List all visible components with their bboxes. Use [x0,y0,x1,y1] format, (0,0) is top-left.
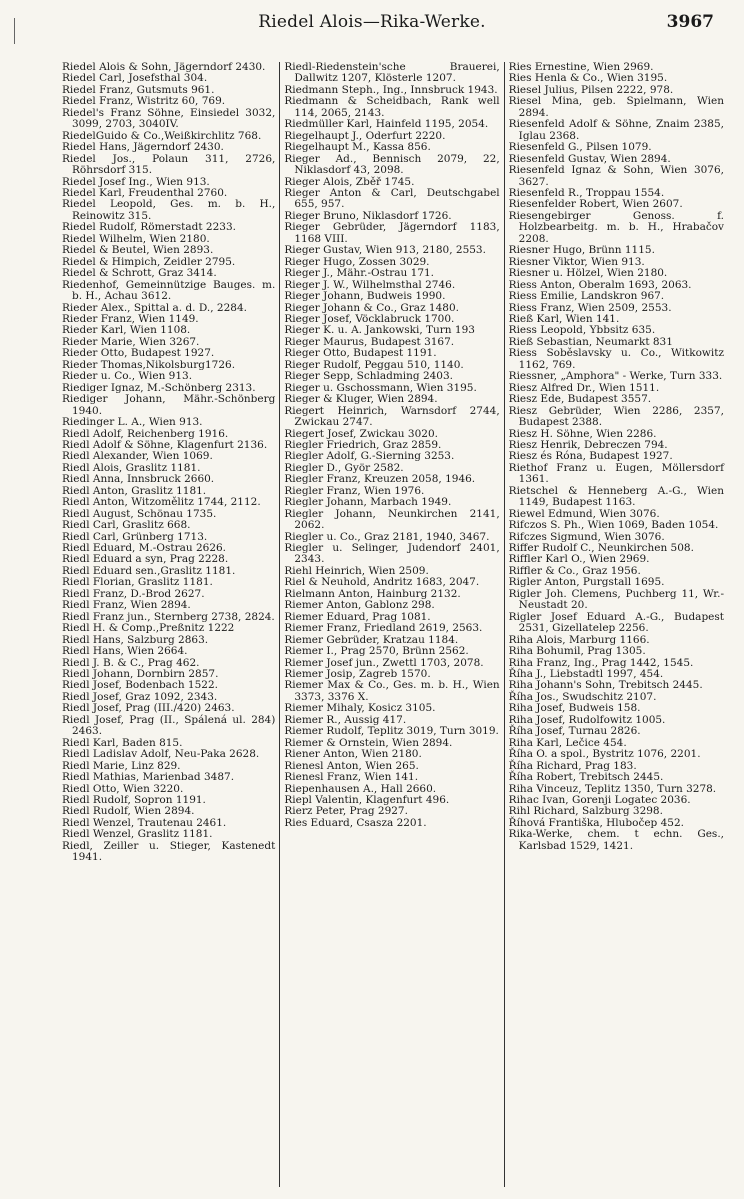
directory-entry: Riedel Hans, Jägerndorf 2430. [62,141,224,154]
directory-entry: Riedl Florian, Graslitz 1181. [62,576,213,589]
directory-entry: Riesenfeld R., Troppau 1554. [508,186,665,199]
directory-entry: Riedl Eduard a syn, Prag 2228. [62,553,229,566]
directory-entry: Riessner, „Amphora" - Werke, Turn 333. [508,370,723,383]
directory-entry: Riemer Eduard, Prag 1081. [284,610,431,623]
directory-entry: Riesz és Róna, Budapest 1927. [508,450,673,463]
directory-entry: Rieger Anton & Carl, Deutschgabel 655, 957. [284,186,500,211]
directory-entry: Riemer R., Aussig 417. [284,713,407,726]
directory-entry: Riha Bohumil, Prag 1305. [508,645,646,658]
directory-entry: Rieder Karl, Wien 1108. [62,324,191,337]
directory-entry: Riemer Rudolf, Teplitz 3019, Turn 3019. [284,725,499,738]
directory-entry: Riedl J. B. & C., Prag 462. [62,656,200,669]
directory-entry: Riener Anton, Wien 2180. [284,748,422,761]
directory-entry: Riedl Anton, Witzomělitz 1744, 2112. [62,496,261,509]
directory-entry: Riegler Friedrich, Graz 2859. [284,438,442,451]
directory-entry: Riehl Heinrich, Wien 2509. [284,564,429,577]
directory-entry: Rieder Alex., Spittal a. d. D., 2284. [62,301,247,314]
directory-entry: Riesz Alfred Dr., Wien 1511. [508,381,660,394]
directory-entry: RiedelGuido & Co.,Weißkirchlitz 768. [62,129,262,142]
directory-entry: Riegler Franz, Kreuzen 2058, 1946. [284,473,476,486]
directory-entry: Riegler u. Co., Graz 2181, 1940, 3467. [284,530,490,543]
directory-entry: Riess Anton, Oberalm 1693, 2063. [508,278,692,291]
directory-entry: Rieder Thomas,Nikolsburg1726. [62,358,236,371]
directory-entry: Riedl Ladislav Adolf, Neu-Paka 2628. [62,748,260,761]
directory-entry: Riedl Carl, Graslitz 668. [62,519,191,532]
directory-entry: Riedinger L. A., Wien 913. [62,416,203,429]
directory-entry: Riedl Mathias, Marienbad 3487. [62,771,235,784]
directory-entry: Říha J., Liebstadtl 1997, 454. [508,668,664,681]
directory-entry: Rieger Maurus, Budapest 3167. [284,335,455,348]
directory-entry: Rieder u. Co., Wien 913. [62,370,193,383]
directory-entry: Riemer Max & Co., Ges. m. b. H., Wien 3373, 3376 X. [284,679,500,703]
directory-entry: Riffler Karl O., Wien 2969. [508,553,650,566]
directory-entry: Rieß Sebastian, Neumarkt 831 [508,335,673,348]
page-number: 3967 [666,12,714,32]
directory-entry: Riesner Hugo, Brünn 1115. [508,244,655,257]
directory-entry: Riedl Josef, Prag (III./420) 2463. [62,702,235,715]
directory-entry: Riesenfelder Robert, Wien 2607. [508,198,683,211]
directory-entry: Riesel Mina, geb. Spielmann, Wien 2894. [508,95,724,119]
directory-entry: Riediger Ignaz, M.-Schönberg 2313. [62,381,256,394]
directory-entry: Riegler Franz, Wien 1976. [284,484,425,497]
directory-entry: Riedel Karl, Freudenthal 2760. [62,186,228,199]
directory-entry: Rifczos S. Ph., Wien 1069, Baden 1054. [508,519,719,532]
directory-entry: Riesenfeld Adolf & Söhne, Znaim 2385, Iglau 2368. [508,118,724,142]
directory-entry: Rihac Ivan, Gorenji Logatec 2036. [508,794,691,806]
directory-entry: Riesz Henrik, Debreczen 794. [508,438,668,451]
directory-entry: Rietschel & Henneberg A.-G., Wien 1149, Budapest 1163. [508,484,724,509]
directory-entry: Riedel Leopold, Ges. m. b. H., Reinowitz 315. [62,198,276,222]
directory-entry: Rieger Gustav, Wien 913, 2180, 2553. [284,244,486,257]
directory-entry: Rigler Joh. Clemens, Puchberg 11, Wr.-Neustadt 20. [508,587,724,612]
directory-entry: Riess Emilie, Landskron 967. [508,290,665,303]
directory-entry: Riha Josef, Rudolfowitz 1005. [508,713,666,726]
directory-entry: Riedmann & Scheidbach, Rank well 114, 2065, 2143. [284,95,500,119]
directory-entry: Riedl Anna, Innsbruck 2660. [62,473,215,486]
directory-entry: Riedl Alexander, Wien 1069. [62,450,213,463]
directory-entry: Rieger Ad., Bennisch 2079, 22, Niklasdorf 43, 2098. [284,152,500,177]
directory-entry: Riedel's Franz Söhne, Einsiedel 3032, 3099, 2703, 3040IV. [62,106,276,131]
directory-entry: Rigler Josef Eduard A.-G., Budapest 2531, Gizellatelep 2256. [508,610,724,635]
directory-entry: Riedl Franz jun., Sternberg 2738, 2824. [62,610,275,623]
directory-entry: Riha Vinceuz, Teplitz 1350, Turn 3278. [508,782,717,795]
directory-entry: Riegler D., Györ 2582. [284,461,404,474]
directory-entry: Riegler Johann, Marbach 1949. [284,496,452,509]
directory-entry: Riha Alois, Marburg 1166. [508,633,650,646]
directory-entry: Riedl Marie, Linz 829. [62,759,181,772]
directory-entry: Riess Franz, Wien 2509, 2553. [508,301,672,314]
directory-entry: Riel & Neuhold, Andritz 1683, 2047. [284,576,480,589]
directory-entry: Rienesl Anton, Wien 265. [284,759,419,772]
running-title: Riedel Alois—Rika-Werke. [258,12,486,32]
directory-entry: Riedl Otto, Wien 3220. [62,782,184,795]
directory-entry: Riedel & Beutel, Wien 2893. [62,244,214,257]
directory-entry: Říhová Františka, Hlubočep 452. [508,816,684,829]
directory-entry: Riedl Josef, Graz 1092, 2343. [62,690,218,703]
directory-entry: Riedl August, Schönau 1735. [62,507,217,520]
directory-entry: Riedl Wenzel, Graslitz 1181. [62,828,213,841]
directory-entry: Riesz Gebrüder, Wien 2286, 2357, Budapest 2388. [508,404,724,429]
directory-entry: Riedl Johann, Dornbirn 2857. [62,668,219,681]
directory-entry: Riedl Rudolf, Wien 2894. [62,805,195,818]
directory-entry: Riedel & Schrott, Graz 3414. [62,267,217,280]
directory-entry: Riegler u. Selinger, Judendorf 2401, 2343. [284,542,500,566]
directory-entry: Riedl Wenzel, Trautenau 2461. [62,816,227,829]
directory-entry: Riemer Josip, Zagreb 1570. [284,668,431,681]
directory-entry: Riesengebirger Genoss. f. Holzbearbeitg. m. b. H., Hrabačov 2208. [508,209,724,245]
directory-entry: Riemer Gebrüder, Kratzau 1184. [284,633,459,646]
directory-entry: Riemer & Ornstein, Wien 2894. [284,736,453,749]
column-2 [280,62,503,1187]
directory-entry: Rieger Rudolf, Peggau 510, 1140. [284,358,464,371]
directory-entry: Riedl Hans, Wien 2664. [62,645,188,658]
directory-entry: Riesz Ede, Budapest 3557. [508,393,652,406]
directory-entry: Riedel Wilhelm, Wien 2180. [62,232,210,245]
directory-entry: Říha Robert, Trebitsch 2445. [508,771,664,784]
directory-entry: Rieger Gebrüder, Jägerndorf 1183, 1168 VIII. [284,221,500,245]
directory-entry: Rifczes Sigmund, Wien 3076. [508,530,665,543]
directory-entry: Riedel Rudolf, Römerstadt 2233. [62,221,236,234]
directory-entry: Riedel Franz, Wistritz 60, 769. [62,95,226,108]
directory-entry: Riffer Rudolf C., Neunkirchen 508. [508,542,694,555]
directory-entry: Rieder Otto, Budapest 1927. [62,347,215,360]
directory-entry: Rieger & Kluger, Wien 2894. [284,393,438,406]
directory-entry: Riegelhaupt J., Oderfurt 2220. [284,129,446,142]
directory-entry: Ries Eduard, Csasza 2201. [284,816,427,829]
directory-entry: Riewel Edmund, Wien 3076. [508,507,660,520]
directory-entry: Riedl Franz, D.-Brod 2627. [62,587,205,600]
directory-entry: Riedl Eduard sen.,Graslitz 1181. [62,564,236,577]
directory-entry: Riedl Eduard, M.-Ostrau 2626. [62,542,227,555]
directory-entry: Riegert Heinrich, Warnsdorf 2744, Zwickau 2747. [284,404,500,429]
directory-entry: Riesner Viktor, Wien 913. [508,255,645,268]
directory-entry: Rieger K. u. A. Jankowski, Turn 193 [284,324,475,337]
directory-entry: Riemer Mihaly, Kosicz 3105. [284,702,436,715]
column-1 [58,62,279,1187]
directory-entry: Rieger Johann, Budweis 1990. [284,290,446,303]
directory-entry: Riegler Johann, Neunkirchen 2141, 2062. [284,507,500,532]
directory-entry: Rieger Josef, Vöcklabruck 1700. [284,312,455,325]
page-header [0,10,744,40]
directory-entry: Riemer Anton, Gablonz 298. [284,599,435,612]
directory-entry: Rieger J. W., Wilhelmsthal 2746. [284,278,456,291]
directory-entry: Rieger Sepp, Schladming 2403. [284,370,454,383]
directory-entry: Riepl Valentin, Klagenfurt 496. [284,794,450,806]
directory-entry: Rieger Hugo, Zossen 3029. [284,255,430,268]
directory-entry: Riesel Julius, Pilsen 2222, 978. [508,83,674,96]
directory-entry: Rienesl Franz, Wien 141. [284,771,419,784]
directory-entry: Riedl Franz, Wien 2894. [62,599,191,612]
directory-entry: Ries Henla & Co., Wien 3195. [508,72,668,85]
directory-entry: Rihl Richard, Salzburg 3298. [508,805,663,818]
directory-entry: Riesenfeld Gustav, Wien 2894. [508,152,671,165]
directory-entry: Riethof Franz u. Eugen, Möllersdorf 1361. [508,461,724,486]
directory-entry: Riesenfeld G., Pilsen 1079. [508,141,652,154]
directory-entry: Riedl, Zeiller u. Stieger, Kastenedt 1941. [62,839,276,864]
directory-entry: Riemer Franz, Friedland 2619, 2563. [284,622,483,635]
directory-columns [58,62,728,1192]
directory-entry: Riedel Alois & Sohn, Jägerndorf 2430. [62,62,266,73]
directory-entry: Riha Franz, Ing., Prag 1442, 1545. [508,656,694,669]
directory-entry: Riedl Josef, Prag (II., Spálená ul. 284) 2463. [62,713,276,738]
directory-entry: Rieder Franz, Wien 1149. [62,312,199,325]
directory-entry: Riemer Josef jun., Zwettl 1703, 2078. [284,656,484,669]
directory-entry: Riedl Adolf & Söhne, Klagenfurt 2136. [62,438,268,451]
directory-entry: Riess Leopold, Ybbsitz 635. [508,324,656,337]
directory-entry: Riegert Josef, Zwickau 3020. [284,427,438,440]
directory-entry: Rielmann Anton, Hainburg 2132. [284,587,461,600]
directory-entry: Říha Jos., Swudschitz 2107. [508,690,657,703]
directory-entry: Riedmüller Karl, Hainfeld 1195, 2054. [284,118,489,131]
directory-entry: Riedl Josef, Bodenbach 1522. [62,679,218,692]
directory-entry: Riedenhof, Gemeinnützige Bauges. m. b. H., Achau 3612. [62,278,276,303]
directory-entry: Rieger u. Gschossmann, Wien 3195. [284,381,477,394]
directory-entry: Riedl Carl, Grünberg 1713. [62,530,208,543]
directory-entry: Riedel Carl, Josefsthal 304. [62,72,208,85]
directory-entry: Říha O. a spol., Bystritz 1076, 2201. [508,748,701,761]
directory-entry: Riegler Adolf, G.-Sierning 3253. [284,450,455,463]
directory-entry: Riesner u. Hölzel, Wien 2180. [508,267,668,280]
directory-entry: Riedel Jos., Polaun 311, 2726, Röhrsdorf 315. [62,152,276,177]
directory-entry: Rieger Alois, Zběř 1745. [284,175,415,188]
directory-entry: Riedmann Steph., Ing., Innsbruck 1943. [284,83,498,96]
directory-entry: Riedl Anton, Graslitz 1181. [62,484,207,497]
directory-entry: Rigler Anton, Purgstall 1695. [508,576,665,589]
directory-entry: Riedl Karl, Baden 815. [62,736,183,749]
directory-entry: Riha Karl, Lečice 454. [508,736,627,749]
directory-entry: Rieß Karl, Wien 141. [508,312,620,325]
directory-entry: Riedel & Himpich, Zeidler 2795. [62,255,236,268]
directory-entry: Riepenhausen A., Hall 2660. [284,782,437,795]
directory-entry: Říha Josef, Turnau 2826. [508,725,641,738]
directory-entry: Riedl Hans, Salzburg 2863. [62,633,209,646]
directory-entry: Rika-Werke, chem. t echn. Ges., Karlsbad 1529, 1421. [508,828,724,852]
directory-entry: Riesenfeld Ignaz & Sohn, Wien 3076, 3627. [508,164,724,188]
directory-entry: Riffler & Co., Graz 1956. [508,564,641,577]
directory-entry: Riesz H. Söhne, Wien 2286. [508,427,657,440]
column-3 [505,62,728,1187]
directory-entry: Riess Soběslavsky u. Co., Witkowitz 1162, 769. [508,347,724,371]
directory-entry: Rieger J., Mähr.-Ostrau 171. [284,267,435,280]
directory-entry: Rieger Bruno, Niklasdorf 1726. [284,209,452,222]
directory-entry: Riedl-Riedenstein'sche Brauerei, Dallwitz 1207, Klösterle 1207. [284,62,500,85]
directory-entry: Riedl Rudolf, Sopron 1191. [62,794,206,806]
directory-entry: Riedl Adolf, Reichenberg 1916. [62,427,229,440]
directory-entry: Riedel Franz, Gutsmuts 961. [62,83,215,96]
directory-entry: Rierz Peter, Prag 2927. [284,805,408,818]
directory-entry: Riemer I., Prag 2570, Brünn 2562. [284,645,469,658]
directory-entry: Riedel Josef Ing., Wien 913. [62,175,210,188]
directory-entry: Riedl Alois, Graslitz 1181. [62,461,201,474]
directory-entry: Rieger Otto, Budapest 1191. [284,347,437,360]
directory-entry: Riha Josef, Budweis 158. [508,702,641,715]
directory-entry: Ries Ernestine, Wien 2969. [508,62,654,73]
directory-entry: Rieger Johann & Co., Graz 1480. [284,301,459,314]
directory-entry: Riegelhaupt M., Kassa 856. [284,141,431,154]
directory-entry: Rieder Marie, Wien 3267. [62,335,200,348]
directory-entry: Riediger Johann, Mähr.-Schönberg 1940. [62,393,276,417]
directory-entry: Riedl H. & Comp.,Preßnitz 1222 [62,622,235,635]
directory-entry: Říha Richard, Prag 183. [508,759,637,772]
directory-entry: Riha Johann's Sohn, Trebitsch 2445. [508,679,703,692]
